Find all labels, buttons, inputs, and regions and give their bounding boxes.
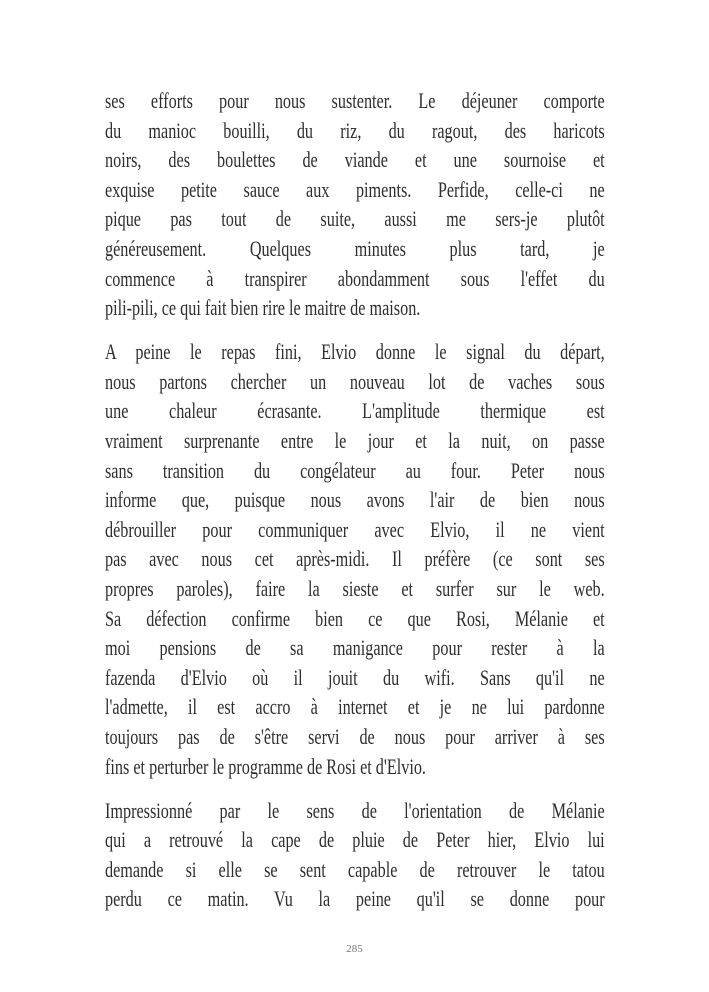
- text-line: toujours pas de s'être servi de nous pour arriver à ses: [105, 723, 605, 749]
- text-line: vraiment surprenante entre le jour et la nuit, on passe: [105, 428, 605, 454]
- text-line: pique pas tout de suite, aussi me sers-je plutôt: [105, 206, 605, 232]
- paragraph: [105, 86, 605, 323]
- text-line: qui a retrouvé la cape de pluie de Peter hier, Elvio lui: [105, 827, 605, 853]
- page-body: [105, 86, 605, 929]
- text-line: moi pensions de sa manigance pour rester à la: [105, 635, 605, 661]
- text-line: une chaleur écrasante. L'amplitude thermique est: [105, 398, 605, 424]
- text-line: pas avec nous cet après-midi. Il préfère (ce sont ses: [105, 546, 605, 572]
- text-line: fins et perturber le programme de Rosi et d'Elvio.: [105, 753, 426, 779]
- text-line: demande si elle se sent capable de retrouver le tatou: [105, 856, 605, 882]
- text-line: commence à transpirer abondamment sous l'effet du: [105, 265, 605, 291]
- text-line: sans transition du congélateur au four. Peter nous: [105, 457, 605, 483]
- text-line: l'admette, il est accro à internet et je ne lui pardonne: [105, 694, 605, 720]
- text-line: nous partons chercher un nouveau lot de vaches sous: [105, 368, 605, 394]
- text-line: ses efforts pour nous sustenter. Le déjeuner comporte: [105, 88, 605, 113]
- text-line: Sa défection confirme bien ce que Rosi, Mélanie et: [105, 605, 605, 631]
- text-line: débrouiller pour communiquer avec Elvio, il ne vient: [105, 516, 605, 542]
- page-number: 285: [346, 943, 363, 955]
- paragraph: [105, 796, 605, 914]
- text-line: généreusement. Quelques minutes plus tard, je: [105, 235, 605, 261]
- text-line: perdu ce matin. Vu la peine qu'il se donne pour: [105, 886, 605, 912]
- text-line: fazenda d'Elvio où il jouit du wifi. Sans qu'il ne: [105, 664, 605, 690]
- paragraph: [105, 337, 605, 781]
- text-line: pili-pili, ce qui fait bien rire le maitre de maison.: [105, 295, 421, 321]
- text-line: noirs, des boulettes de viande et une sournoise et: [105, 147, 605, 173]
- text-line: Impressionné par le sens de l'orientation de Mélanie: [105, 797, 605, 823]
- text-line: A peine le repas fini, Elvio donne le signal du départ,: [105, 339, 605, 365]
- text-line: du manioc bouilli, du riz, du ragout, des haricots: [105, 117, 605, 143]
- text-line: exquise petite sauce aux piments. Perfide, celle-ci ne: [105, 176, 605, 202]
- text-line: informe que, puisque nous avons l'air de bien nous: [105, 487, 605, 513]
- text-line: propres paroles), faire la sieste et surfer sur le web.: [105, 576, 605, 601]
